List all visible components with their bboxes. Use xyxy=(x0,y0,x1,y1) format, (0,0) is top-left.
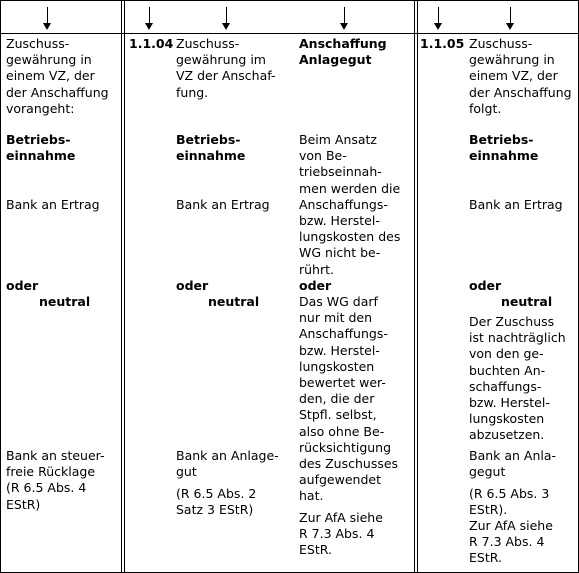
col4-booking-anlagegut: Bank an Anla- gegut xyxy=(469,448,557,480)
col4-text-neutral: Der Zuschuss ist nachträglich von den ge- buchten An- schaffungs- bzw. Herstel- lungskosten abzusetzen. xyxy=(469,314,566,443)
col1-intro: Zuschuss- gewährung in einem VZ, der der Anschaffung vorangeht: xyxy=(6,36,109,116)
col2-reference: (R 6.5 Abs. 2 Satz 3 EStR) xyxy=(176,486,257,518)
column-divider xyxy=(417,0,418,573)
col3-afa-note: Zur AfA siehe R 7.3 Abs. 4 EStR. xyxy=(299,510,383,558)
col4-booking-ertrag: Bank an Ertrag xyxy=(469,197,563,212)
col2-booking-ertrag: Bank an Ertrag xyxy=(176,197,270,212)
col3-text-betriebseinnahme: Beim Ansatz von Be- triebseinnah- men werden die Anschaffungs- bzw. Herstel- lungskosten des WG nicht be- rührt. xyxy=(299,132,401,277)
col1-booking-ruecklage: Bank an steuer- freie Rücklage (R 6.5 Abs. 4 EStR) xyxy=(6,448,105,512)
timeline-arrow-icon xyxy=(226,7,227,24)
col2-date: 1.1.04 xyxy=(129,36,174,51)
col2-booking-anlagegut: Bank an Anlage- gut xyxy=(176,448,279,480)
timeline-arrow-icon xyxy=(510,7,511,24)
column-divider xyxy=(414,0,415,573)
col1-oder: oder xyxy=(6,278,39,293)
col2-oder: oder xyxy=(176,278,209,293)
timeline-arrow-icon xyxy=(47,7,48,24)
col2-betriebseinnahme: Betriebs- einnahme xyxy=(176,132,246,164)
header-row-divider xyxy=(0,33,579,34)
col1-booking-ertrag: Bank an Ertrag xyxy=(6,197,100,212)
col3-oder: oder xyxy=(299,278,332,293)
col4-date: 1.1.05 xyxy=(420,36,465,51)
col3-text-neutral: Das WG darf nur mit den Anschaffungs- bzw. Herstel- lungskosten bewertet wer- den, die der Stpfl. selbst, also ohne Be- rücksichtigung des Zuschusses aufgewendet hat. xyxy=(299,294,399,504)
col4-afa-note: Zur AfA siehe R 7.3 Abs. 4 EStR. xyxy=(469,518,553,566)
col2-neutral: neutral xyxy=(208,294,260,309)
col4-reference: (R 6.5 Abs. 3 EStR). xyxy=(469,486,550,518)
column-divider xyxy=(124,0,125,573)
col1-neutral: neutral xyxy=(39,294,91,309)
col1-betriebseinnahme: Betriebs- einnahme xyxy=(6,132,76,164)
timeline-arrow-icon xyxy=(149,7,150,24)
col4-oder: oder xyxy=(469,278,502,293)
col4-betriebseinnahme: Betriebs- einnahme xyxy=(469,132,539,164)
col2-intro: Zuschuss- gewährung im VZ der Anschaf- fung. xyxy=(176,36,276,100)
col3-heading: Anschaffung Anlagegut xyxy=(299,36,387,68)
col4-neutral: neutral xyxy=(501,294,553,309)
col4-intro: Zuschuss- gewährung in einem VZ, der der Anschaffung folgt. xyxy=(469,36,572,116)
column-divider xyxy=(121,0,122,573)
timeline-arrow-icon xyxy=(438,7,439,24)
timeline-arrow-icon xyxy=(344,7,345,24)
